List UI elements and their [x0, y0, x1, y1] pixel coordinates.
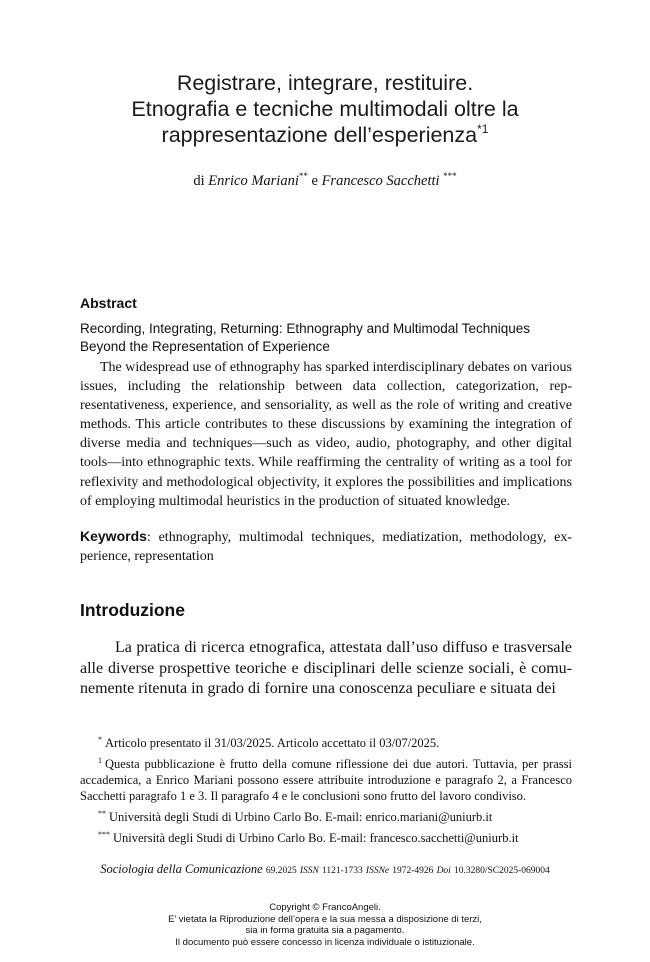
title-line-1: Registrare, integrare, restituire.	[176, 71, 474, 95]
abstract-title-line-2: Beyond the Representation of Experience	[80, 339, 330, 354]
author-1-name: Enrico Mariani	[208, 173, 299, 189]
footnotes	[80, 735, 572, 851]
footnote-text: Articolo presentato il 31/03/2025. Articolo accettato il 03/07/2025.	[105, 736, 440, 750]
title-line-2: Etnografia e tecniche multimodali oltre la	[131, 97, 519, 121]
doi-value[interactable]: 10.3280/SC2025-069004	[453, 866, 550, 876]
abstract-heading: Abstract	[80, 295, 137, 311]
footnote-marker: **	[98, 809, 106, 818]
footnote	[80, 735, 572, 751]
authors-conjunction: e	[311, 173, 318, 189]
copyright-line-4: Il documento può essere concesso in licenza individuale o istituzionale.	[175, 936, 475, 948]
authors-prefix: di	[193, 173, 205, 189]
copyright-line-3: sia in forma gratuita sia a pagamento.	[245, 925, 405, 936]
journal-name: Sociologia della Comunicazione	[100, 862, 263, 876]
section-heading-introduzione: Introduzione	[80, 600, 185, 620]
footnote-marker: *	[98, 735, 102, 744]
title-line-3	[60, 122, 590, 148]
keywords-label: Keywords	[80, 528, 147, 544]
doi-label: Doi	[436, 866, 451, 876]
copyright-line-2: E’ vietata la Riproduzione dell’opera e la sua messa a disposizione di terzi,	[168, 913, 482, 925]
author-1-marker[interactable]: **	[298, 171, 308, 181]
footnote-marker: 1	[98, 756, 102, 765]
keywords	[80, 527, 572, 566]
issne-label: ISSNe	[365, 866, 390, 876]
keywords-text: : ethnography, multimodal techniques, mediatization, methodology, experience, representation	[80, 530, 572, 564]
journal-issue: 69.2025	[265, 866, 297, 876]
issn-value: 1121-1733	[321, 866, 363, 876]
footnote-text: Università degli Studi di Urbino Carlo Bo. E-mail: enrico.mariani@uniurb.it	[109, 810, 493, 824]
footnote-marker: ***	[98, 830, 110, 839]
introduction-paragraph: La pratica di ricerca etnografica, attestata dall’uso diffuso e trasversale alle diverse prospettive teoriche e disciplinari delle scienze sociali, è comunemente ritenuta in grado di fornire una conoscenza peculiare e situata dei	[80, 639, 572, 697]
footnote-text: Questa pubblicazione è frutto della comune riflessione dei due autori. Tuttavia, per prassi accademica, a Enrico Mariani possono essere attribuite introduzione e paragrafo 2, a Francesco Sacchetti paragrafo 1 e 3. Il paragrafo 4 e le conclusioni sono frutto del lavoro condiviso.	[80, 757, 572, 803]
abstract-body: The widespread use of ethnography has sparked interdisciplinary debates on various issues, including the relationship between data collection, categorization, representativeness, experience, and sensoriality, as well as the role of writing and creative methods. This article contributes to these discussions by examining the integration of diverse media and techniques—such as video, audio, photography, and other digital tools—into ethnographic texts. While reaffirming the centrality of writing as a tool for reflexivity and methodological objectivity, it explores the possibilities and implications of employing multimodal heuristics in the production of situated knowledge.	[80, 360, 572, 509]
author-line	[60, 171, 590, 191]
footnote	[80, 830, 572, 846]
article-title	[60, 70, 590, 148]
footnote-text: Università degli Studi di Urbino Carlo Bo. E-mail: francesco.sacchetti@uniurb.it	[113, 831, 519, 845]
title-line-3-text: rappresentazione dell’esperienza	[161, 123, 478, 147]
issn-label: ISSN	[299, 866, 319, 876]
abstract-english-title	[80, 320, 580, 356]
author-2-marker[interactable]: ***	[443, 171, 457, 181]
copyright-notice	[60, 902, 590, 948]
footnote	[80, 756, 572, 804]
journal-citation	[60, 862, 590, 877]
issne-value: 1972-4926	[392, 866, 434, 876]
copyright-line-1: Copyright © FrancoAngeli.	[269, 902, 381, 913]
abstract-title-line-1: Recording, Integrating, Returning: Ethnography and Multimodal Techniques	[80, 321, 531, 336]
author-2-name: Francesco Sacchetti	[321, 173, 440, 189]
title-footnote-marker[interactable]: *1	[477, 122, 489, 136]
footnote	[80, 809, 572, 825]
